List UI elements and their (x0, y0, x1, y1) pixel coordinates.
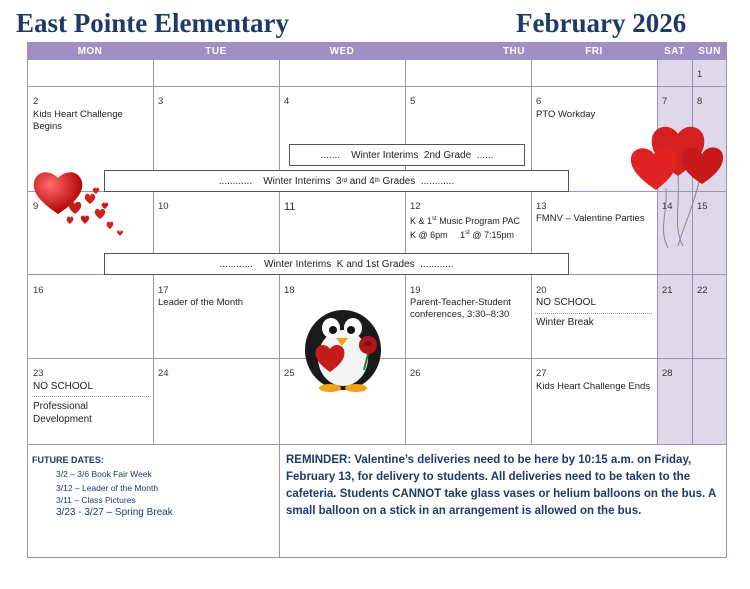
date-27: 27 (536, 368, 547, 379)
future-dates-title: FUTURE DATES: (32, 455, 104, 465)
small-heart-icon (67, 217, 74, 225)
small-heart-icon (102, 203, 109, 210)
date-5: 5 (410, 96, 416, 107)
event-music-program (410, 213, 530, 241)
date-18: 18 (284, 285, 295, 296)
date-25: 25 (284, 368, 295, 379)
small-heart-icon (69, 202, 82, 214)
event-fmnv: FMNV – Valentine Parties (536, 213, 645, 224)
hearts-illustration (30, 164, 130, 244)
date-11: 11 (284, 201, 296, 213)
header-thu: THU (405, 42, 531, 60)
event-no-school-23: NO SCHOOL (33, 381, 94, 392)
event-kids-heart-begins: Kids Heart Challenge Begins (33, 109, 123, 132)
date-12: 12 (410, 201, 421, 212)
reminder-text: REMINDER: Valentine’s deliveries need to be here by 10:15 a.m. on Friday, February 13, for delivery to students. All deliveries need to be taken to the cafeteria. Students CANNOT take glass vases or helium balloons on the bus. A small balloon on a stick in an arrangement is allowed on the bus. (286, 454, 716, 517)
divider (32, 396, 149, 397)
date-21: 21 (662, 285, 673, 296)
heart-balloon-icon (631, 148, 677, 190)
school-title: East Pointe Elementary (16, 8, 289, 38)
date-22: 22 (697, 285, 708, 296)
music-line2-a: K @ 6pm 1 (410, 230, 466, 240)
date-23: 23 (33, 368, 44, 379)
grid-line (27, 86, 727, 87)
date-6: 6 (536, 96, 542, 107)
music-sup2: st (465, 230, 470, 236)
banner-34-pre: ............ Winter Interims 3 (218, 175, 342, 187)
date-20: 20 (536, 285, 547, 296)
event-leader: Leader of the Month (158, 297, 244, 308)
header-sun: SUN (692, 42, 727, 60)
date-17: 17 (158, 285, 169, 296)
small-heart-icon (81, 216, 90, 225)
music-line1-a: K & 1 (410, 216, 433, 226)
date-15: 15 (697, 201, 708, 212)
future-item: 3/23 - 3/27 – Spring Break (56, 507, 173, 518)
date-28: 28 (662, 368, 673, 379)
header-mon: MON (27, 42, 153, 60)
event-prof-dev: Professional Development (33, 401, 92, 425)
header-sat: SAT (657, 42, 692, 60)
header-wed: WED (279, 42, 405, 60)
date-26: 26 (410, 368, 421, 379)
music-line1-b: Music Program PAC (436, 216, 521, 226)
small-heart-icon (95, 209, 106, 219)
small-heart-icon (107, 222, 114, 230)
small-heart-icon (93, 188, 100, 195)
banner-34-sup1: rd (341, 178, 347, 184)
music-sup1: st (432, 216, 437, 222)
event-kids-heart-ends: Kids Heart Challenge Ends (536, 381, 651, 392)
date-7: 7 (662, 96, 668, 107)
date-16: 16 (33, 285, 44, 296)
future-item: 3/11 – Class Pictures (56, 495, 136, 505)
small-heart-icon (117, 231, 123, 237)
grid-line (405, 42, 406, 445)
date-1: 1 (697, 69, 703, 80)
header-fri: FRI (531, 42, 657, 60)
penguin-illustration (298, 300, 388, 392)
heart-balloons-illustration (628, 118, 728, 250)
date-19: 19 (410, 285, 421, 296)
banner-34-sup2: th (374, 178, 380, 184)
date-13: 13 (536, 201, 547, 212)
banner-2nd-grade: ....... Winter Interims 2nd Grade ...... (289, 144, 525, 166)
small-heart-icon (85, 194, 96, 204)
event-winter-break: Winter Break (536, 317, 594, 328)
event-conferences: Parent-Teacher-Student conferences, 3:30–8:30 (410, 297, 511, 320)
banner-3rd-4th-grades (104, 170, 569, 192)
date-24: 24 (158, 368, 169, 379)
date-8: 8 (697, 96, 703, 107)
event-pto-workday: PTO Workday (536, 109, 596, 120)
banner-34-post: Grades ............ (379, 175, 455, 187)
heart-balloon-icon (682, 147, 723, 184)
grid-line (531, 42, 532, 445)
date-4: 4 (284, 96, 290, 107)
future-item: 3/2 – 3/6 Book Fair Week (56, 469, 152, 479)
divider (535, 313, 652, 314)
future-item: 3/12 – Leader of the Month (56, 483, 159, 493)
banner-k-1st-grades: ............ Winter Interims K and 1st Grades ............ (104, 253, 569, 275)
date-9: 9 (33, 201, 39, 212)
date-2: 2 (33, 96, 39, 107)
date-3: 3 (158, 96, 164, 107)
grid-line (279, 42, 280, 445)
grid-line (153, 42, 154, 445)
music-line2-b: @ 7:15pm (469, 230, 514, 240)
date-10: 10 (158, 201, 169, 212)
date-14: 14 (662, 201, 673, 212)
event-no-school-20: NO SCHOOL (536, 297, 597, 308)
header-tue: TUE (153, 42, 279, 60)
month-title: February 2026 (516, 8, 687, 38)
banner-34-mid: and 4 (346, 175, 375, 187)
